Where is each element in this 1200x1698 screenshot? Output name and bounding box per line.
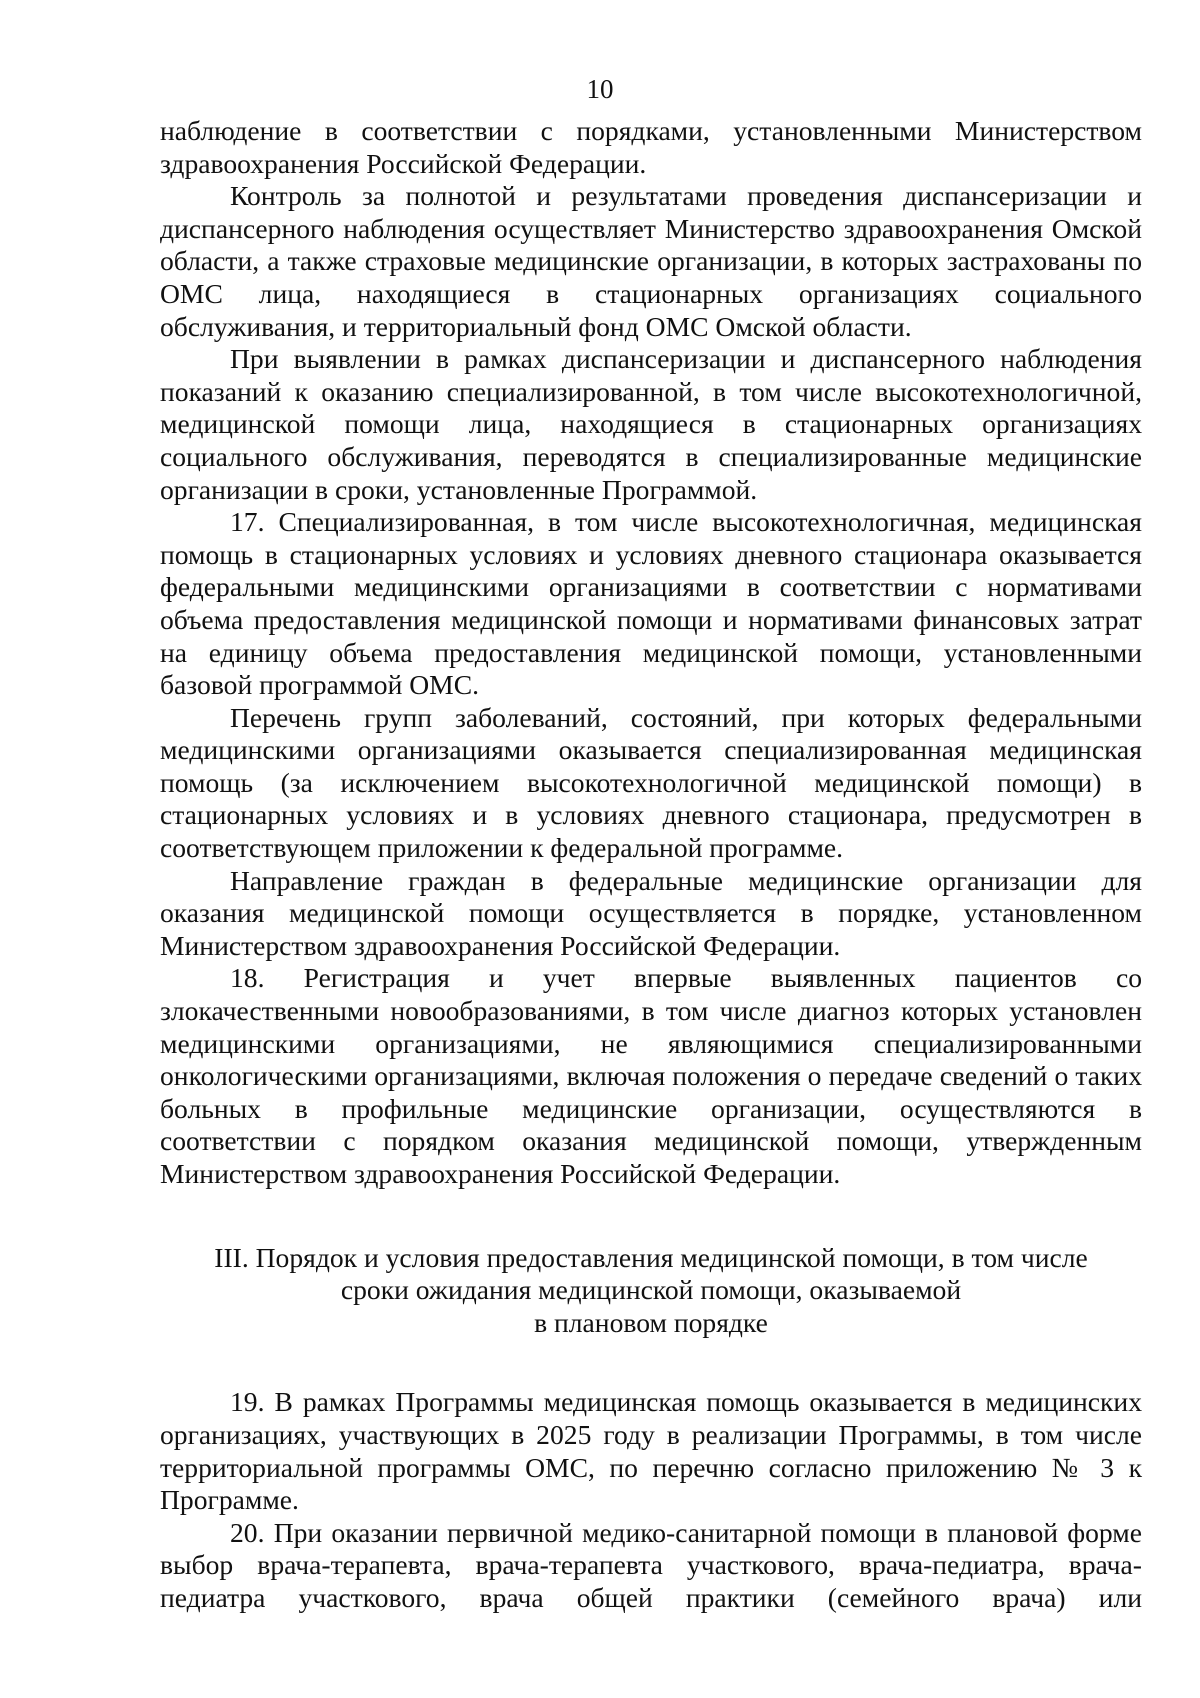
paragraph: Перечень групп заболеваний, состояний, при которых федеральными медицинскими организациями оказывается специализированная медицинская помощь (за исключением высокотехнологичной медицинской помощи) в стационарных условиях и в условиях дневного стационара, предусмотрен в соответствующем приложении к федеральной программе.	[160, 701, 1142, 864]
paragraph: Направление граждан в федеральные медицинские организации для оказания медицинской помощи осуществляется в порядке, установленном Министерством здравоохранения Российской Федерации.	[160, 864, 1142, 961]
section-heading	[160, 1242, 1142, 1340]
paragraph: 18. Регистрация и учет впервые выявленных пациентов со злокачественными новообразованиями, в том числе диагноз которых установлен медицинскими организациями, не являющимися специализированными онкологическими организациями, включая положения о передаче сведений о таких больных в профильные медицинские организации, осуществляются в соответствии с порядком оказания медицинской помощи, утвержденным Министерством здравоохранения Российской Федерации.	[160, 962, 1142, 1189]
paragraph: 19. В рамках Программы медицинская помощь оказывается в медицинских организациях, участвующих в 2025 году в реализации Программы, в том числе территориальной программы ОМС, по перечню согласно приложению № 3 к Программе.	[160, 1386, 1142, 1516]
section-heading-line: в плановом порядке	[534, 1306, 768, 1338]
paragraph: 20. При оказании первичной медико-санитарной помощи в плановой форме выбор врача-терапевта, врача-терапевта участкового, врача-педиатра, врача-педиатра участкового, врача общей практики (семейного врача) или	[160, 1516, 1142, 1613]
section-heading-line: III. Порядок и условия предоставления медицинской помощи, в том числе	[214, 1241, 1088, 1273]
paragraph: При выявлении в рамках диспансеризации и диспансерного наблюдения показаний к оказанию специализированной, в том числе высокотехнологичной, медицинской помощи лица, находящиеся в стационарных организациях социального обслуживания, переводятся в специализированные медицинские организации в сроки, установленные Программой.	[160, 343, 1142, 505]
paragraph: Контроль за полнотой и результатами проведения диспансеризации и диспансерного наблюдения осуществляет Министерство здравоохранения Омской области, а также страховые медицинские организации, в которых застрахованы по ОМС лица, находящиеся в стационарных организациях социального обслуживания, и территориальный фонд ОМС Омской области.	[160, 180, 1142, 342]
section-heading-line: сроки ожидания медицинской помощи, оказываемой	[340, 1274, 962, 1306]
document-body	[160, 115, 1142, 1615]
paragraph: наблюдение в соответствии с порядками, установленными Министерством здравоохранения Российской Федерации.	[160, 115, 1142, 179]
page-number: 10	[586, 74, 614, 104]
paragraph: 17. Специализированная, в том числе высокотехнологичная, медицинская помощь в стационарных условиях и условиях дневного стационара оказывается федеральными медицинскими организациями в соответствии с нормативами объема предоставления медицинской помощи и нормативами финансовых затрат на единицу объема предоставления медицинской помощи, установленными базовой программой ОМС.	[160, 506, 1142, 701]
